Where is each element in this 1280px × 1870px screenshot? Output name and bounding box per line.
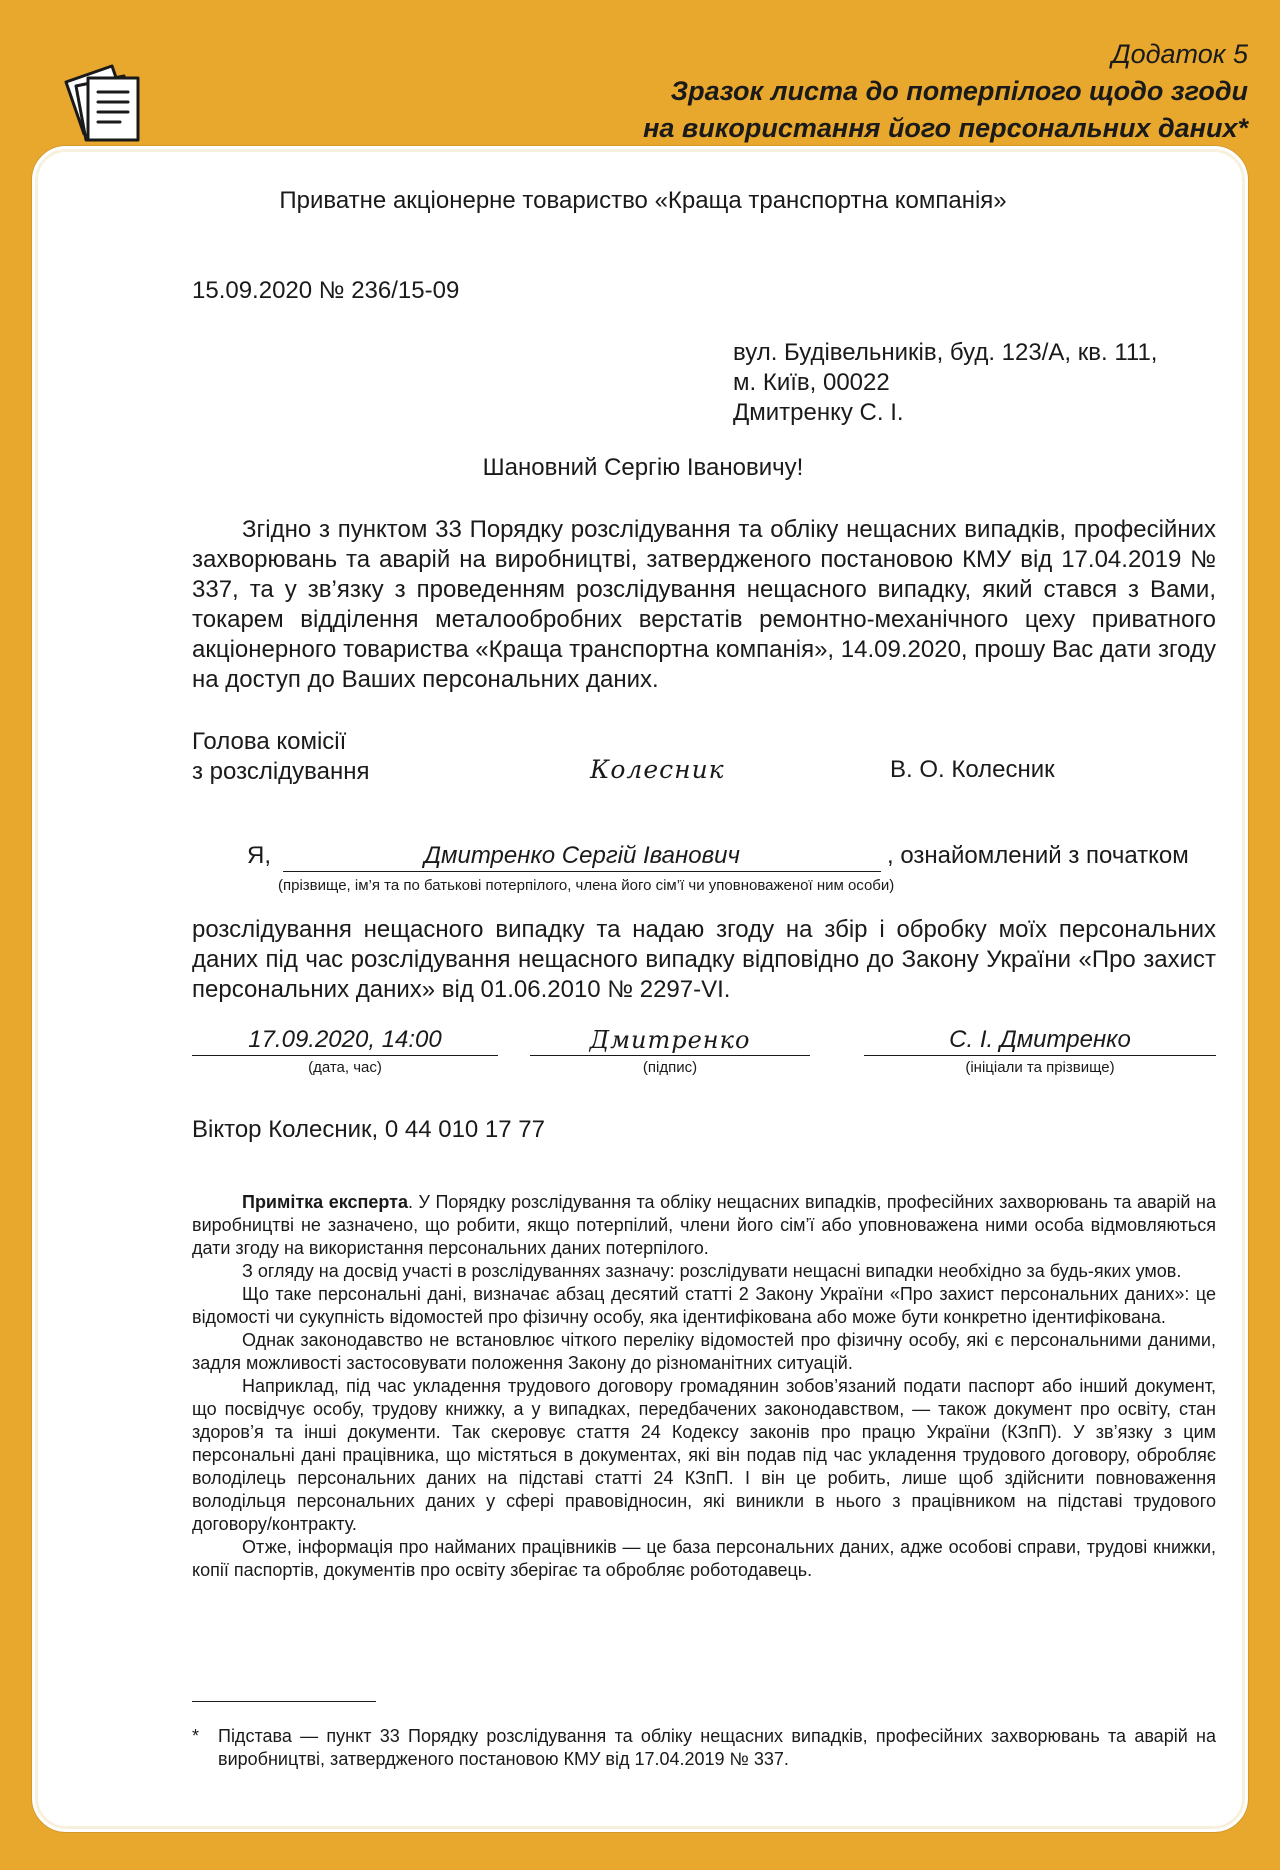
consent-name-hint: (прізвище, ім’я та по батькові потерпілого, члена його сім’ї чи уповноваженої ним особи): [278, 877, 895, 894]
footnote-text: Підстава — пункт 33 Порядку розслідування та обліку нещасних випадків, професійних захворювань та аварій на виробництві, затвердженого постановою КМУ від 17.04.2019 № 337.: [218, 1726, 1216, 1769]
appendix-label: Додаток 5: [1111, 39, 1248, 69]
initials-caption: (ініціали та прізвище): [965, 1059, 1115, 1076]
footnote: [192, 1725, 1216, 1771]
signer-title: [192, 727, 370, 787]
note-paragraph: Наприклад, під час укладення трудового договору громадянин зобов’язаний подати паспорт або інший документ, що посвідчує особу, трудову книжку, а у випадках, передбачених законодавством, — також документ про освіту, стан здоров’я та інші документи. Так скеровує стаття 24 Кодексу законів про працю України (КЗпП). У зв’язку з цим персональні дані працівника, що містяться в документах, які він подав під час укладення трудового договору, обробляє володілець персональних даних на підставі статті 24 КЗпП. І він це робить, лише щоб здійснити повноваження володільця персональних даних у сфері правовідносин, які виникли в нього з працівником на підставі трудового договору/контракту.: [192, 1376, 1216, 1534]
signature-caption: (підпис): [642, 1059, 698, 1076]
letter-body: Згідно з пунктом 33 Порядку розслідування та обліку нещасних випадків, професійних захворювань та аварій на виробництві, затвердженого постановою КМУ від 17.04.2019 № 337, та у зв’язку з проведенням розслідування нещасного випадку, який стався з Вами, токарем відділення металообробних верстатів ремонтно-механічного цеху приватного акціонерного товариства «Краща транспортна компанія», 14.09.2020, прошу Вас дати згоду на доступ до Ваших персональних даних.: [192, 516, 1216, 693]
signer-signature: Колесник: [590, 755, 725, 784]
contact-info: Віктор Колесник, 0 44 010 17 77: [192, 1116, 545, 1143]
document-page: [32, 146, 1248, 1832]
note-paragraph: Що таке персональні дані, визначає абзац десятий статті 2 Закону України «Про захист персональних даних»: це відомості чи сукупність відомостей про фізичну особу, яка ідентифікована або може бути конкретно ідентифікована.: [192, 1284, 1216, 1327]
greeting: Шановний Сергію Івановичу!: [482, 454, 804, 481]
company-name: Приватне акціонерне товариство «Краща транспортна компанія»: [279, 187, 1007, 214]
address-line: вул. Будівельників, буд. 123/А, кв. 111,: [733, 339, 1158, 366]
header-title-line2: на використання його персональних даних*: [643, 113, 1248, 143]
signer-name: В. О. Колесник: [890, 756, 1055, 783]
consent-suffix: , ознайомлений з початком: [887, 842, 1189, 869]
recipient-address: [733, 338, 1157, 428]
consent-date-field: 17.09.2020, 14:00: [192, 1025, 498, 1056]
note-paragraph: Однак законодавство не встановлює чіткого переліку відомостей про фізичну особу, які є персональними даними, задля можливості застосовувати положення Закону до різноманітних ситуацій.: [192, 1330, 1216, 1373]
consent-prefix: Я,: [247, 842, 271, 869]
note-paragraph: З огляду на досвід участі в розслідуваннях зазначу: розслідувати нещасні випадки необхідно за будь-яких умов.: [242, 1261, 1182, 1281]
consent-name-field: Дмитренко Сергій Іванович: [283, 841, 881, 872]
note-paragraph: Отже, інформація про найманих працівників — це база персональних даних, адже особові справи, трудові книжки, копії паспортів, документів про освіту зберігає та обробляє роботодавець.: [192, 1537, 1216, 1580]
consent-header-line: [247, 841, 1217, 875]
letter-date-number: 15.09.2020 № 236/15-09: [192, 277, 460, 304]
note-text: . У Порядку розслідування та обліку нещасних випадків, професійних захворювань та аварій на виробництві не зазначено, що робити, якщо потерпілий, члени його сім’ї або уповноважена ними особа відмовляються дати згоду на використання персональних даних потерпілого.: [192, 1192, 1216, 1258]
footnote-divider: [192, 1701, 376, 1702]
page-header: [0, 0, 1280, 150]
consent-text: розслідування нещасного випадку та надаю згоду на збір і обробку моїх персональних даних під час розслідування нещасного випадку відповідно до Закону України «Про захист персональних даних» від 01.06.2010 № 2297-VI.: [192, 916, 1216, 1003]
consent-signature-field: Дмитренко: [530, 1025, 810, 1056]
header-title-line1: Зразок листа до потерпілого щодо згоди: [670, 76, 1248, 106]
date-caption: (дата, час): [308, 1059, 382, 1076]
address-line: Дмитренку С. І.: [733, 399, 904, 426]
signer-title-line: з розслідування: [192, 758, 370, 785]
consent-initials-field: С. І. Дмитренко: [864, 1025, 1216, 1056]
signer-title-line: Голова комісії: [192, 728, 347, 755]
document-stack-icon: [52, 52, 162, 152]
address-line: м. Київ, 00022: [733, 369, 890, 396]
note-label: Примітка експерта: [242, 1192, 408, 1212]
footnote-mark: *: [192, 1726, 200, 1746]
consent-signature-row: [192, 1025, 1216, 1085]
expert-note: [192, 1191, 1216, 1582]
header-text-block: [643, 36, 1248, 147]
note-paragraph: [192, 1191, 1216, 1260]
